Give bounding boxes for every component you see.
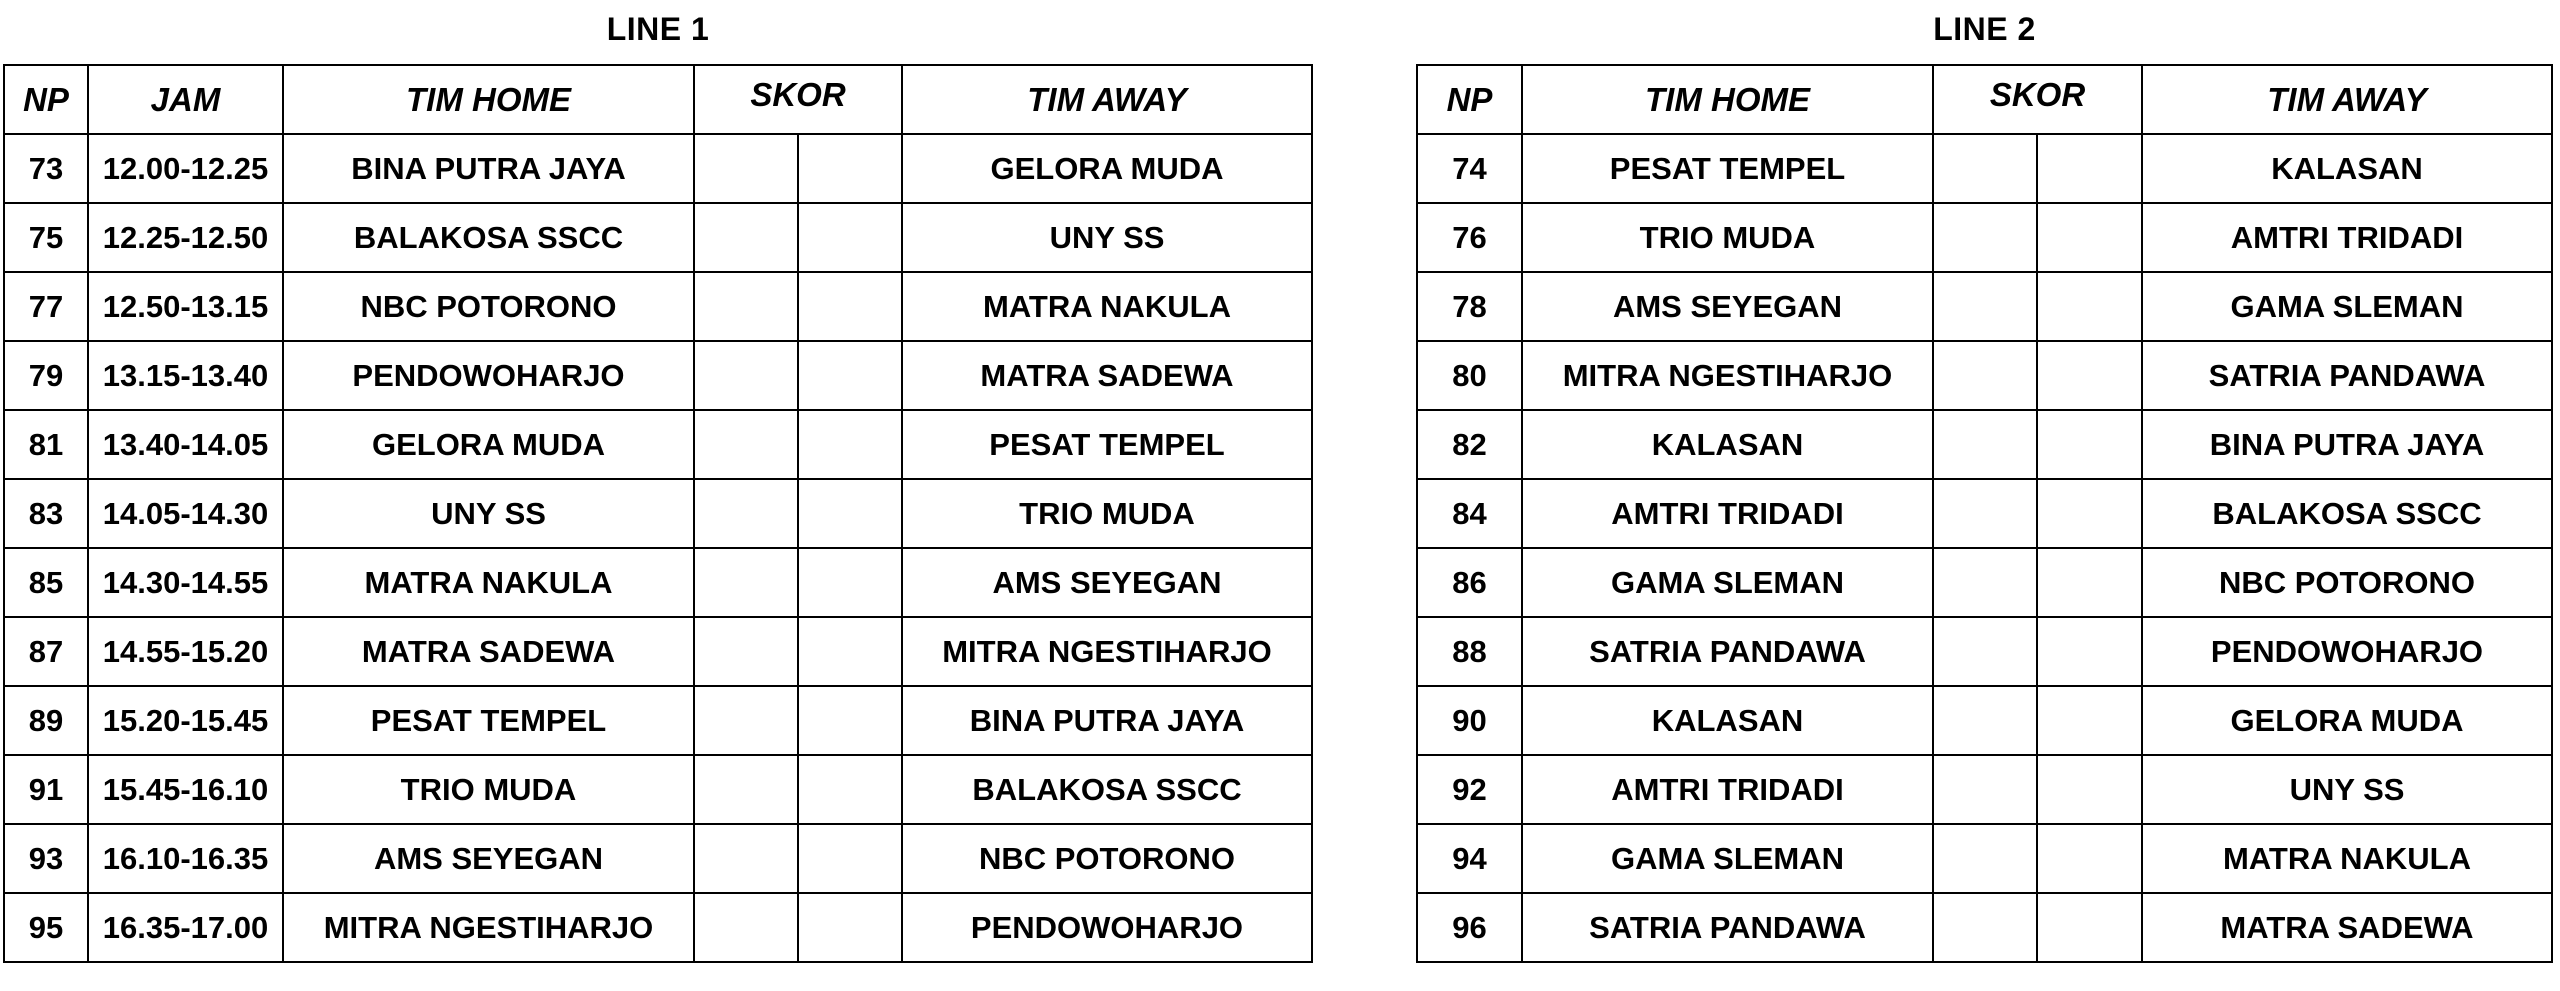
away-score-cell[interactable]	[798, 755, 902, 824]
np-cell: 91	[4, 755, 88, 824]
away-team-cell: PENDOWOHARJO	[902, 893, 1312, 962]
line-2-title: LINE 2	[1933, 11, 2036, 47]
jam-cell: 13.40-14.05	[88, 410, 283, 479]
header-tim-home: TIM HOME	[283, 65, 694, 134]
away-score-cell[interactable]	[2037, 203, 2142, 272]
table-row	[4, 341, 1312, 410]
away-score-cell[interactable]	[798, 686, 902, 755]
home-score-cell[interactable]	[694, 479, 798, 548]
jam-cell: 14.30-14.55	[88, 548, 283, 617]
line-1-schedule	[3, 0, 1313, 963]
home-team-cell: UNY SS	[283, 479, 694, 548]
table-row	[4, 134, 1312, 203]
home-team-cell: PENDOWOHARJO	[283, 341, 694, 410]
away-score-cell[interactable]	[798, 617, 902, 686]
away-score-cell[interactable]	[798, 203, 902, 272]
table-row	[4, 686, 1312, 755]
np-cell: 82	[1417, 410, 1522, 479]
home-score-cell[interactable]	[694, 893, 798, 962]
away-team-cell: BINA PUTRA JAYA	[2142, 410, 2552, 479]
home-team-cell: GAMA SLEMAN	[1522, 548, 1933, 617]
table-row	[1417, 686, 2552, 755]
home-team-cell: GELORA MUDA	[283, 410, 694, 479]
np-cell: 89	[4, 686, 88, 755]
np-cell: 86	[1417, 548, 1522, 617]
home-score-cell[interactable]	[1933, 548, 2037, 617]
home-team-cell: MATRA NAKULA	[283, 548, 694, 617]
home-team-cell: AMTRI TRIDADI	[1522, 755, 1933, 824]
away-team-cell: NBC POTORONO	[902, 824, 1312, 893]
np-cell: 80	[1417, 341, 1522, 410]
home-team-cell: SATRIA PANDAWA	[1522, 893, 1933, 962]
table-row	[1417, 203, 2552, 272]
table-row	[1417, 824, 2552, 893]
jam-cell: 16.35-17.00	[88, 893, 283, 962]
header-tim-away: TIM AWAY	[2142, 65, 2552, 134]
home-score-cell[interactable]	[694, 203, 798, 272]
jam-cell: 14.55-15.20	[88, 617, 283, 686]
table-row	[4, 755, 1312, 824]
away-team-cell: UNY SS	[2142, 755, 2552, 824]
away-score-cell[interactable]	[2037, 479, 2142, 548]
away-score-cell[interactable]	[798, 548, 902, 617]
home-team-cell: TRIO MUDA	[283, 755, 694, 824]
jam-cell: 15.20-15.45	[88, 686, 283, 755]
away-team-cell: MATRA NAKULA	[902, 272, 1312, 341]
home-score-cell[interactable]	[1933, 479, 2037, 548]
jam-cell: 12.25-12.50	[88, 203, 283, 272]
home-score-cell[interactable]	[1933, 134, 2037, 203]
np-cell: 79	[4, 341, 88, 410]
home-team-cell: MITRA NGESTIHARJO	[283, 893, 694, 962]
home-team-cell: PESAT TEMPEL	[1522, 134, 1933, 203]
np-cell: 83	[4, 479, 88, 548]
away-score-cell[interactable]	[798, 341, 902, 410]
home-score-cell[interactable]	[694, 134, 798, 203]
table-row	[1417, 272, 2552, 341]
home-score-cell[interactable]	[1933, 824, 2037, 893]
home-team-cell: BINA PUTRA JAYA	[283, 134, 694, 203]
jam-cell: 13.15-13.40	[88, 341, 283, 410]
away-team-cell: MATRA NAKULA	[2142, 824, 2552, 893]
home-team-cell: AMS SEYEGAN	[1522, 272, 1933, 341]
home-score-cell[interactable]	[1933, 410, 2037, 479]
table-row	[4, 410, 1312, 479]
away-score-cell[interactable]	[2037, 272, 2142, 341]
np-cell: 90	[1417, 686, 1522, 755]
np-cell: 93	[4, 824, 88, 893]
away-team-cell: AMS SEYEGAN	[902, 548, 1312, 617]
jam-cell: 16.10-16.35	[88, 824, 283, 893]
jam-cell: 12.00-12.25	[88, 134, 283, 203]
home-score-cell[interactable]	[694, 410, 798, 479]
table-row	[1417, 134, 2552, 203]
home-score-cell[interactable]	[694, 617, 798, 686]
away-team-cell: GELORA MUDA	[902, 134, 1312, 203]
table-row	[4, 548, 1312, 617]
away-score-cell[interactable]	[798, 479, 902, 548]
away-score-cell[interactable]	[798, 272, 902, 341]
table-row	[4, 479, 1312, 548]
table-row	[4, 272, 1312, 341]
away-score-cell[interactable]	[2037, 686, 2142, 755]
away-team-cell: KALASAN	[2142, 134, 2552, 203]
home-team-cell: GAMA SLEMAN	[1522, 824, 1933, 893]
table-row	[1417, 755, 2552, 824]
np-cell: 96	[1417, 893, 1522, 962]
home-score-cell[interactable]	[694, 272, 798, 341]
away-score-cell[interactable]	[2037, 341, 2142, 410]
table-row	[4, 893, 1312, 962]
np-cell: 73	[4, 134, 88, 203]
away-team-cell: NBC POTORONO	[2142, 548, 2552, 617]
home-team-cell: KALASAN	[1522, 410, 1933, 479]
home-score-cell[interactable]	[694, 824, 798, 893]
away-team-cell: MITRA NGESTIHARJO	[902, 617, 1312, 686]
home-score-cell[interactable]	[1933, 686, 2037, 755]
away-team-cell: SATRIA PANDAWA	[2142, 341, 2552, 410]
home-team-cell: MITRA NGESTIHARJO	[1522, 341, 1933, 410]
home-team-cell: KALASAN	[1522, 686, 1933, 755]
home-team-cell: SATRIA PANDAWA	[1522, 617, 1933, 686]
table-row	[4, 203, 1312, 272]
header-skor: SKOR	[694, 65, 902, 134]
away-score-cell[interactable]	[2037, 893, 2142, 962]
np-cell: 95	[4, 893, 88, 962]
jam-cell: 14.05-14.30	[88, 479, 283, 548]
away-score-cell[interactable]	[798, 824, 902, 893]
np-cell: 84	[1417, 479, 1522, 548]
np-cell: 81	[4, 410, 88, 479]
home-team-cell: TRIO MUDA	[1522, 203, 1933, 272]
table-row	[4, 824, 1312, 893]
home-score-cell[interactable]	[1933, 203, 2037, 272]
header-tim-away: TIM AWAY	[902, 65, 1312, 134]
away-score-cell[interactable]	[798, 410, 902, 479]
table-header-row	[4, 65, 1312, 134]
away-score-cell[interactable]	[798, 134, 902, 203]
home-team-cell: PESAT TEMPEL	[283, 686, 694, 755]
away-score-cell[interactable]	[798, 893, 902, 962]
away-score-cell[interactable]	[2037, 548, 2142, 617]
away-team-cell: MATRA SADEWA	[2142, 893, 2552, 962]
away-score-cell[interactable]	[2037, 617, 2142, 686]
away-team-cell: TRIO MUDA	[902, 479, 1312, 548]
home-team-cell: AMTRI TRIDADI	[1522, 479, 1933, 548]
np-cell: 85	[4, 548, 88, 617]
header-skor: SKOR	[1933, 65, 2142, 134]
table-row	[1417, 617, 2552, 686]
away-team-cell: BALAKOSA SSCC	[2142, 479, 2552, 548]
home-score-cell[interactable]	[1933, 755, 2037, 824]
table-row	[1417, 410, 2552, 479]
line-2-table	[1416, 64, 2553, 963]
np-cell: 76	[1417, 203, 1522, 272]
line-1-table	[3, 64, 1313, 963]
home-team-cell: BALAKOSA SSCC	[283, 203, 694, 272]
home-score-cell[interactable]	[694, 755, 798, 824]
np-cell: 88	[1417, 617, 1522, 686]
header-tim-home: TIM HOME	[1522, 65, 1933, 134]
table-row	[1417, 893, 2552, 962]
away-score-cell[interactable]	[2037, 824, 2142, 893]
np-cell: 92	[1417, 755, 1522, 824]
np-cell: 78	[1417, 272, 1522, 341]
home-team-cell: MATRA SADEWA	[283, 617, 694, 686]
home-score-cell[interactable]	[1933, 893, 2037, 962]
home-score-cell[interactable]	[1933, 272, 2037, 341]
away-team-cell: GAMA SLEMAN	[2142, 272, 2552, 341]
home-score-cell[interactable]	[694, 686, 798, 755]
away-team-cell: AMTRI TRIDADI	[2142, 203, 2552, 272]
table-row	[4, 617, 1312, 686]
line-1-title: LINE 1	[606, 11, 710, 47]
np-cell: 77	[4, 272, 88, 341]
line-2-schedule	[1416, 0, 2553, 963]
jam-cell: 12.50-13.15	[88, 272, 283, 341]
home-score-cell[interactable]	[694, 548, 798, 617]
away-team-cell: MATRA SADEWA	[902, 341, 1312, 410]
away-team-cell: BALAKOSA SSCC	[902, 755, 1312, 824]
np-cell: 87	[4, 617, 88, 686]
table-row	[1417, 548, 2552, 617]
np-cell: 75	[4, 203, 88, 272]
table-row	[1417, 341, 2552, 410]
jam-cell: 15.45-16.10	[88, 755, 283, 824]
away-team-cell: PENDOWOHARJO	[2142, 617, 2552, 686]
home-score-cell[interactable]	[1933, 341, 2037, 410]
home-team-cell: NBC POTORONO	[283, 272, 694, 341]
table-header-row	[1417, 65, 2552, 134]
home-score-cell[interactable]	[694, 341, 798, 410]
away-team-cell: BINA PUTRA JAYA	[902, 686, 1312, 755]
table-row	[1417, 479, 2552, 548]
header-jam: JAM	[88, 65, 283, 134]
away-score-cell[interactable]	[2037, 410, 2142, 479]
away-team-cell: UNY SS	[902, 203, 1312, 272]
away-score-cell[interactable]	[2037, 134, 2142, 203]
home-team-cell: AMS SEYEGAN	[283, 824, 694, 893]
header-np: NP	[4, 65, 88, 134]
np-cell: 74	[1417, 134, 1522, 203]
away-team-cell: GELORA MUDA	[2142, 686, 2552, 755]
home-score-cell[interactable]	[1933, 617, 2037, 686]
away-score-cell[interactable]	[2037, 755, 2142, 824]
np-cell: 94	[1417, 824, 1522, 893]
away-team-cell: PESAT TEMPEL	[902, 410, 1312, 479]
header-np: NP	[1417, 65, 1522, 134]
